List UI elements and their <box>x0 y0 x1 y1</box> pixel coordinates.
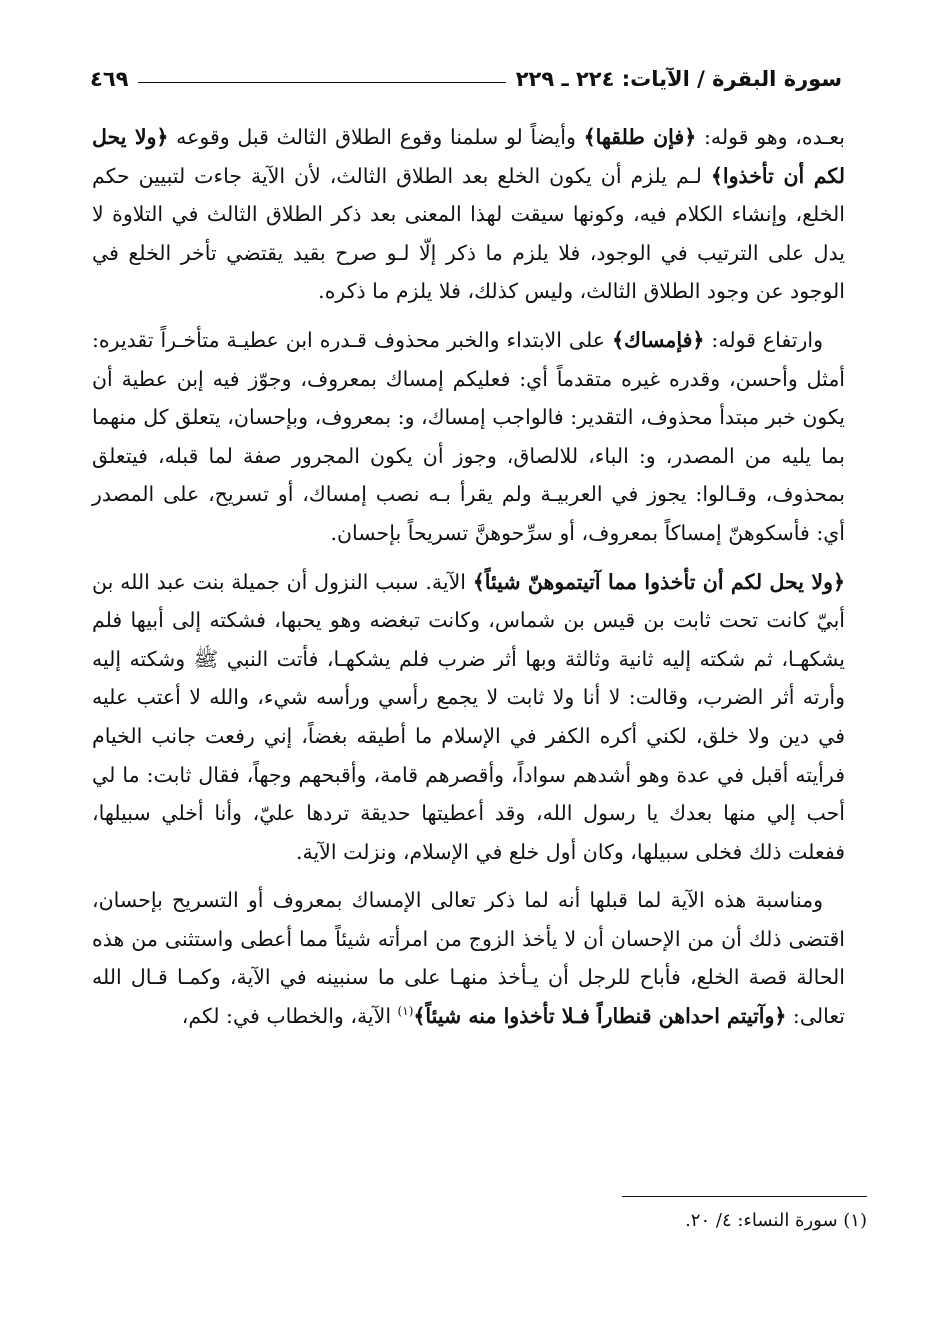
quran-quote: ﴿فإن طلقها﴾ <box>583 125 697 149</box>
main-text <box>92 118 845 1036</box>
footnote-divider <box>622 1196 867 1197</box>
running-header <box>90 62 842 96</box>
quran-quote: ﴿وآتيتم احداهن قنطاراً فـلا تأخذوا منه شيئاً﴾ <box>413 1004 787 1029</box>
footnote-ref: (١) <box>397 1004 414 1019</box>
footnote: (١) سورة النساء: ٤/ ٢٠. <box>685 1210 867 1231</box>
page-number: ٤٦٩ <box>90 67 129 91</box>
paragraph-2: وارتفاع قوله: ﴿فإمساك﴾ على الابتداء والخبر محذوف قـدره ابن عطيـة متأخـراً تقديره: أمثل وأحسن، وقدره غيره متقدماً أي: فعليكم إمساك بمعروف، وجوّز فيه إبن عطية أن يكون خبر مبتدأ محذوف، التقدير: فالواجب إمساك، و: بمعروف، وبإحسان، يتعلق كل منهما بما يليه من المصدر، و: الباء، للالصاق، وجوز أن يكون المجرور صفة لما قبله، فيتعلق بمحذوف، وقـالوا: يجوز في العربيـة ولم يقرأ بـه نصب إمساك، أو تسريح، على المصدر أي: فأسكوهنّ إمساكاً بمعروف، أو سرِّحوهنَّ تسريحاً بإحسان. <box>92 327 845 545</box>
quran-quote: ﴿ولا يحل لكم أن تأخذوا﴾ <box>92 125 845 188</box>
paragraph-3: ﴿ولا يحل لكم أن تأخذوا مما آتيتموهنّ شيئاً﴾ الآية. سبب النزول أن جميلة بنت عبد الله بن أبيّ كانت تحت ثابت بن قيس بن شماس، وكانت تبغضه وهو يحبها، فشكته إلى أبيها فلم يشكهـا، ثم شكته إليه ثانية وثالثة وبها أثر ضرب فلم يشكهـا، فأتت النبي ﷺ وشكته إليه وأرته أثر الضرب، وقالت: لا أنا ولا ثابت لا يجمع رأسي ورأسه شيء، والله لا أعتب عليه في دين ولا خلق، لكني أكره الكفر في الإسلام ما أطيقه بغضاً، إني رفعت جانب الخيام فرأيته أقبل في عدة وهو أشدهم سواداً، وأقصرهم قامة، وأقبحهم وجهاً، فقال ثابت: ما لي أحب إلي منها بعدك يا رسول الله، وقد أعطيتها حديقة تردها عليّ، وأنا أخلي سبيلها، ففعلت ذلك فخلى سبيلها، وكان أول خلع في الإسلام، ونزلت الآية. <box>92 569 845 864</box>
paragraph-4: ومناسبة هذه الآية لما قبلها أنه لما ذكر تعالى الإمساك بمعروف أو التسريح بإحسان، اقتضى ذلك أن من الإحسان أن لا يأخذ الزوج من امرأته شيئاً مما أعطى واستثنى من هذه الحالة قصة الخلع، فأباح للرجل أن يـأخذ منهـا على ما سنبينه في الآية، وكمـا قـال الله تعالى: ﴿وآتيتم احداهن قنطاراً فـلا تأخذوا منه شيئاً﴾$^{(١)}$ الآية، والخطاب في: لكم، <box>92 888 845 1029</box>
quran-quote: ﴿ولا يحل لكم أن تأخذوا مما آتيتموهنّ شيئاً﴾ <box>472 569 845 594</box>
quran-quote: ﴿فإمساك﴾ <box>611 327 705 352</box>
paragraph-1: بعـده، وهو قوله: ﴿فإن طلقها﴾ وأيضاً لو سلمنا وقوع الطلاق الثالث قبل وقوعه ﴿ولا يحل لكم أن تأخذوا﴾ لـم يلزم أن يكون الخلع بعد الطلاق الثالث، لأن الآية جاءت لتبيين حكم الخلع، وإنشاء الكلام فيه، وكونها سيقت لهذا المعنى بعد ذكر الطلاق الثالث في التلاوة لا يدل على الترتيب في الوجود، فلا يلزم ما ذكر إلّا لـو صرح بقيد يقتضي تأخر الخلع في الوجود عن وجود الطلاق الثالث، وليس كذلك، فلا يلزم ما ذكره. <box>92 125 845 304</box>
header-title: سورة البقرة / الآيات: ٢٢٤ ـ ٢٢٩ <box>515 67 842 91</box>
header-rule <box>138 82 505 83</box>
